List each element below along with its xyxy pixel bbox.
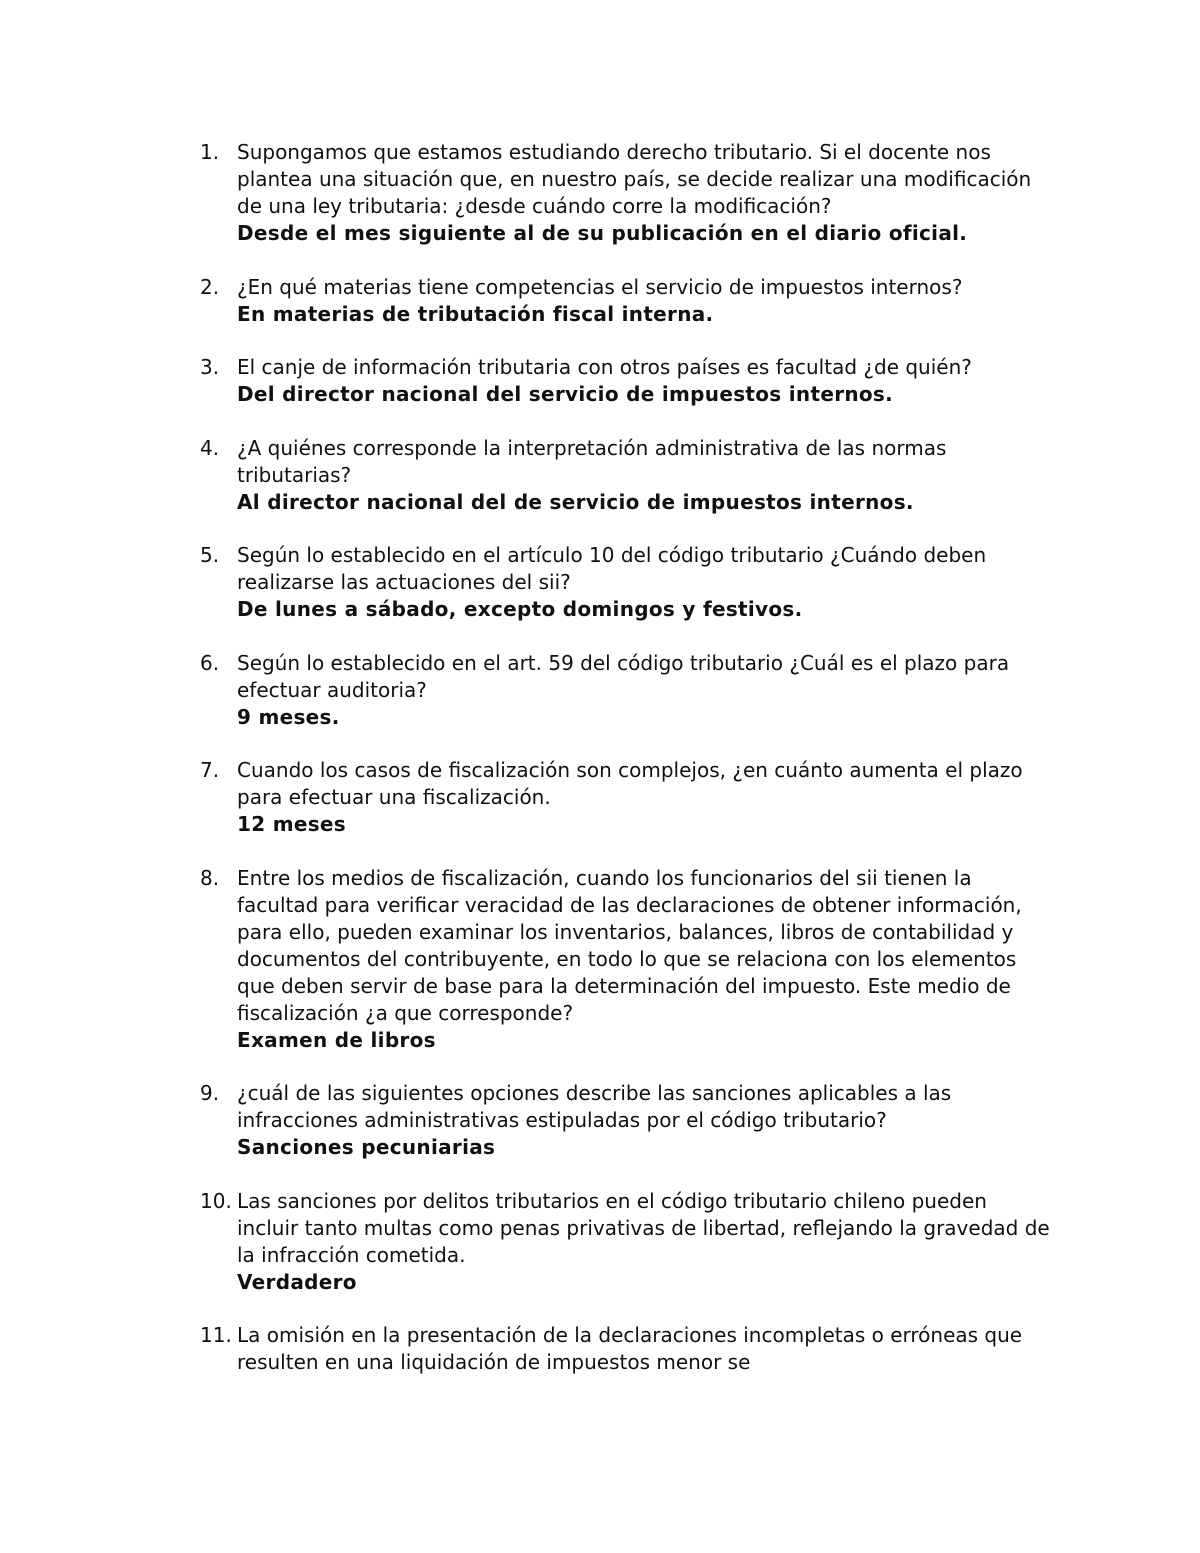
answer-text: Al director nacional del de servicio de impuestos internos.	[237, 489, 914, 514]
question-text: Cuando los casos de fiscalización son complejos, ¿en cuánto aumenta el plazo para efectuar una fiscalización.	[237, 758, 1023, 809]
question-text: ¿En qué materias tiene competencias el servicio de impuestos internos?	[237, 274, 963, 299]
question-text: ¿A quiénes corresponde la interpretación administrativa de las normas tributarias?	[237, 435, 947, 487]
answer-text: 12 meses	[237, 812, 346, 836]
question-item	[200, 139, 1050, 247]
question-text: Supongamos que estamos estudiando derecho tributario. Si el docente nos plantea una situación que, en nuestro país, se decide realizar una modificación de una ley tributaria: ¿desde cuándo corre la modificación?	[237, 140, 1032, 218]
question-item	[200, 1188, 1050, 1296]
question-item	[200, 1322, 1050, 1376]
question-text: ¿cuál de las siguientes opciones describe las sanciones aplicables a las infracciones administrativas estipuladas por el código tributario?	[237, 1081, 952, 1132]
answer-text: Verdadero	[237, 1269, 357, 1294]
question-item	[200, 354, 1050, 408]
question-number: 2.	[200, 274, 220, 299]
answer-text: Examen de libros	[237, 1027, 436, 1052]
question-number: 6.	[200, 650, 220, 675]
question-text: La omisión en la presentación de la declaraciones incompletas o erróneas que resulten en una liquidación de impuestos menor se	[237, 1323, 1023, 1374]
question-item	[200, 1080, 1050, 1161]
answer-text: Desde el mes siguiente al de su publicación en el diario oficial.	[237, 221, 968, 245]
question-text: Entre los medios de fiscalización, cuando los funcionarios del sii tienen la facultad para verificar veracidad de las declaraciones de obtener información, para ello, pueden examinar los inventarios, balances, libros de contabilidad y documentos del contribuyente, en todo lo que se relaciona con los elementos que deben servir de base para la determinación del impuesto. Este medio de fiscalización ¿a que corresponde?	[237, 865, 1022, 1025]
answer-text: Del director nacional del servicio de impuestos internos.	[237, 382, 894, 406]
answer-text: Sanciones pecuniarias	[237, 1135, 496, 1159]
question-item	[200, 435, 1050, 516]
question-number: 7.	[200, 758, 220, 782]
question-number: 1.	[200, 140, 220, 164]
question-item	[200, 650, 1050, 731]
question-text: Según lo establecido en el art. 59 del código tributario ¿Cuál es el plazo para efectuar auditoria?	[237, 650, 1010, 702]
question-number: 4.	[200, 435, 220, 460]
question-number: 5.	[200, 543, 220, 567]
answer-text: 9 meses.	[237, 704, 340, 729]
question-number: 9.	[200, 1081, 220, 1105]
question-number: 10.	[200, 1188, 232, 1213]
question-item	[200, 274, 1050, 328]
answer-text: En materias de tributación fiscal interna.	[237, 301, 714, 326]
question-item	[200, 757, 1050, 838]
question-text: Las sanciones por delitos tributarios en el código tributario chileno pueden incluir tanto multas como penas privativas de libertad, reflejando la gravedad de la infracción cometida.	[237, 1188, 1050, 1267]
question-text: El canje de información tributaria con otros países es facultad ¿de quién?	[237, 355, 972, 379]
question-number: 8.	[200, 865, 220, 890]
answer-text: De lunes a sábado, excepto domingos y festivos.	[237, 597, 803, 621]
question-number: 3.	[200, 355, 220, 379]
question-item	[200, 542, 1050, 623]
question-text: Según lo establecido en el artículo 10 del código tributario ¿Cuándo deben realizarse las actuaciones del sii?	[237, 543, 987, 594]
question-number: 11.	[200, 1323, 232, 1347]
question-item	[200, 865, 1050, 1054]
question-list	[200, 139, 1050, 1403]
